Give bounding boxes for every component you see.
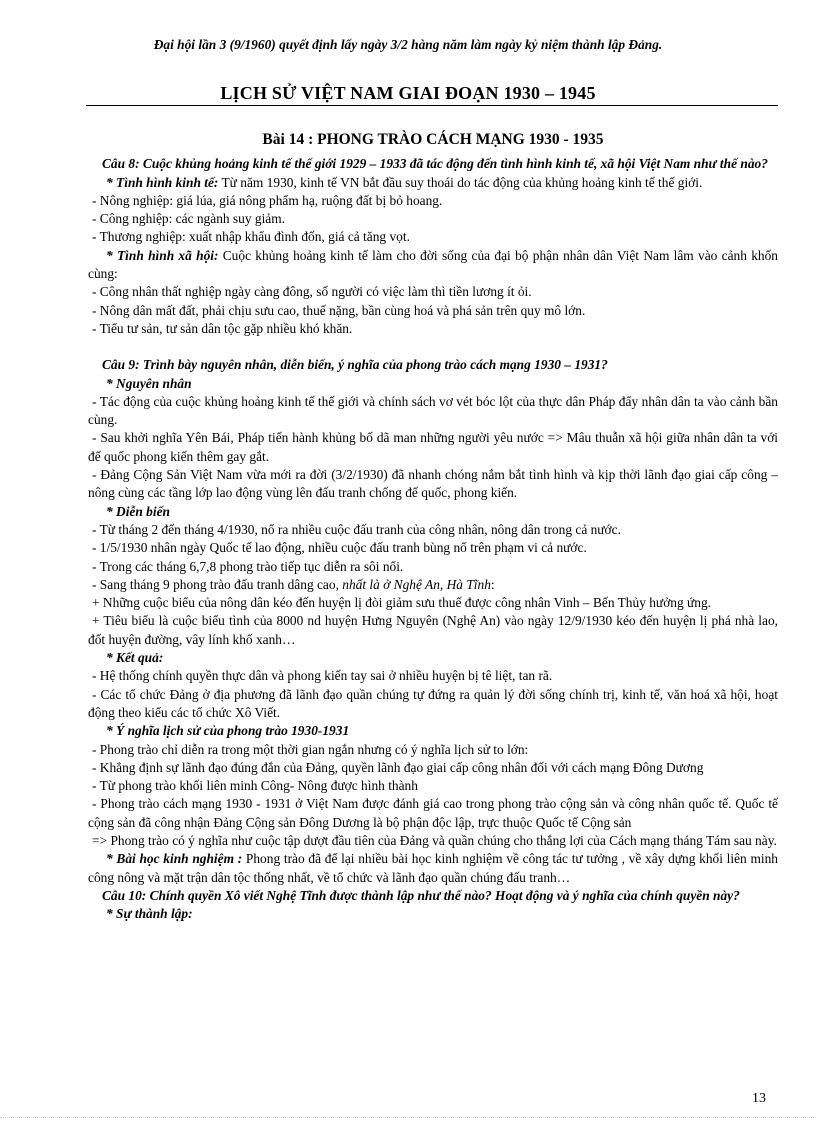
society-text: Cuộc khủng hoảng kinh tế làm cho đời sống của đại bộ phận nhân dân Việt Nam lâm vào cảnh khốn cùng:: [88, 247, 779, 282]
lessons-label: * Bài học kinh nghiệm :: [106, 851, 243, 867]
page-bottom-border: [0, 1117, 816, 1118]
list-item: - Công nghiệp: các ngành suy giảm.: [92, 211, 286, 227]
question-8: Câu 8: Cuộc khủng hoảng kinh tế thế giới 1929 – 1933 đã tác động đến tình hình kinh tế, xã hội Việt Nam như thế nào?: [102, 156, 768, 172]
list-item: [88, 576, 778, 594]
lessons-paragraph: [88, 850, 778, 887]
conclusion-item: => Phong trào có ý nghĩa như cuộc tập dượt đầu tiên của Đảng và quần chúng cho thắng lợi của Cách mạng tháng Tám sau này.: [92, 832, 777, 848]
plus-item: + Tiêu biểu là cuộc biểu tình của 8000 nd huyện Hưng Nguyên (Nghệ An) vào ngày 12/9/1930 kéo đến huyện lị phá nhà lao, đốt huyện đường, vây lính khố xanh…: [88, 613, 778, 647]
title-underline: [86, 105, 778, 106]
result-heading: * Kết quả:: [106, 650, 164, 666]
list-item: - Khẳng định sự lãnh đạo đúng đắn của Đảng, quyền lãnh đạo giai cấp công nhân đối với cách mạng Đông Dương: [92, 759, 704, 775]
list-item: - Đảng Cộng Sản Việt Nam vừa mới ra đời (3/2/1930) đã nhanh chóng nắm bắt tình hình và kịp thời lãnh đạo giai cấp công – nông cùng các tầng lớp lao động vùng lên đấu tranh chống đế quốc, phong kiến.: [88, 467, 778, 501]
list-item: - 1/5/1930 nhân ngày Quốc tế lao động, nhiều cuộc đấu tranh bùng nổ trên phạm vi cả nước.: [92, 540, 587, 556]
list-item: - Thương nghiệp: xuất nhập khẩu đình đốn, giá cả tăng vọt.: [92, 229, 410, 245]
september-emphasis: nhất là ở Nghệ An, Hà Tĩnh: [342, 576, 491, 592]
list-item: - Công nhân thất nghiệp ngày càng đông, số người có việc làm thì tiền lương ít ỏi.: [92, 284, 532, 300]
plus-item: + Những cuộc biểu của nông dân kéo đến huyện lị đòi giảm sưu thuế được công nhân Vinh – Bến Thủy hưởng ứng.: [92, 595, 712, 611]
list-item: - Phong trào chỉ diễn ra trong một thời gian ngắn nhưng có ý nghĩa lịch sử to lớn:: [92, 741, 529, 757]
list-item: - Hệ thống chính quyền thực dân và phong kiến tay sai ở nhiều huyện bị tê liệt, tan rã.: [92, 668, 553, 684]
society-paragraph: [88, 247, 778, 284]
section-gap: [88, 338, 778, 356]
list-item: - Nông nghiệp: giá lúa, giá nông phẩm hạ, ruộng đất bị bỏ hoang.: [92, 192, 443, 208]
list-item: - Phong trào cách mạng 1930 - 1931 ở Việt Nam được đánh giá cao trong phong trào cộng sản và công nhân quốc tế. Quốc tế cộng sản đã công nhận Đảng Cộng sản Đông Dương là bộ phận độc lập, trực thuộc Quốc tế Cộng sản: [88, 796, 778, 830]
list-item: - Trong các tháng 6,7,8 phong trào tiếp tục diễn ra sôi nổi.: [92, 558, 404, 574]
list-item: - Tác động của cuộc khủng hoảng kinh tế thế giới và chính sách vơ vét bóc lột của thực dân Pháp đẩy nhân dân ta vào cảnh bần cùng.: [88, 393, 778, 428]
list-item: - Nông dân mất đất, phải chịu sưu cao, thuế nặng, bần cùng hoá và phá sản trên quy mô lớn.: [92, 302, 586, 318]
question-10: Câu 10: Chính quyền Xô viết Nghệ Tĩnh được thành lập như thế nào? Hoạt động và ý nghĩa của chính quyền này?: [102, 887, 740, 903]
page-number: 13: [752, 1091, 766, 1106]
formation-heading: * Sự thành lập:: [106, 906, 193, 922]
economy-label: * Tình hình kinh tế:: [106, 174, 219, 190]
cause-heading: * Nguyên nhân: [106, 375, 192, 391]
list-item: - Từ tháng 2 đến tháng 4/1930, nổ ra nhiều cuộc đấu tranh của công nhân, nông dân trong cả nước.: [92, 521, 621, 537]
economy-paragraph: [88, 174, 778, 192]
september-end: :: [490, 576, 495, 592]
meaning-heading: * Ý nghĩa lịch sử của phong trào 1930-1931: [106, 723, 350, 739]
list-item: - Tiểu tư sản, tư sản dân tộc gặp nhiều khó khăn.: [92, 320, 353, 336]
progress-heading: * Diễn biến: [106, 503, 170, 519]
header-note: Đại hội lần 3 (9/1960) quyết định lấy ngày 3/2 hàng năm làm ngày kỷ niệm thành lập Đảng.: [153, 37, 663, 52]
society-label: * Tình hình xã hội:: [106, 247, 219, 263]
september-text: - Sang tháng 9 phong trào đấu tranh dâng cao,: [92, 576, 343, 592]
list-item: - Các tổ chức Đảng ở địa phương đã lãnh đạo quần chúng tự đứng ra quản lý đời sống chính trị, kinh tế, văn hoá xã hội, hoạt động theo kiểu các tổ chức Xô Viết.: [88, 686, 778, 720]
list-item: - Từ phong trào khối liên minh Công- Nông được hình thành: [92, 778, 418, 794]
lesson-title: Bài 14 : PHONG TRÀO CÁCH MẠNG 1930 - 1935: [262, 131, 604, 148]
question-9: Câu 9: Trình bày nguyên nhân, diễn biến, ý nghĩa của phong trào cách mạng 1930 – 1931?: [102, 357, 608, 373]
document-body: [88, 131, 778, 923]
economy-text: Từ năm 1930, kinh tế VN bắt đầu suy thoái do tác động của khủng hoảng kinh tế thế giới.: [218, 174, 703, 190]
list-item: - Sau khởi nghĩa Yên Bái, Pháp tiến hành khủng bố dã man những người yêu nước => Mâu thuẫn xã hội giữa nhân dân ta với đế quốc phong kiến thêm gay gắt.: [88, 430, 778, 464]
page-title: LỊCH SỬ VIỆT NAM GIAI ĐOẠN 1930 – 1945: [220, 83, 596, 103]
lessons-text: Phong trào đã để lại nhiều bài học kinh nghiệm về công tác tư tưởng , về xây dựng khối liên minh công nông và mặt trận dân tộc thống nhất, về tổ chức và lãnh đạo quần chúng đấu tranh…: [88, 851, 778, 885]
